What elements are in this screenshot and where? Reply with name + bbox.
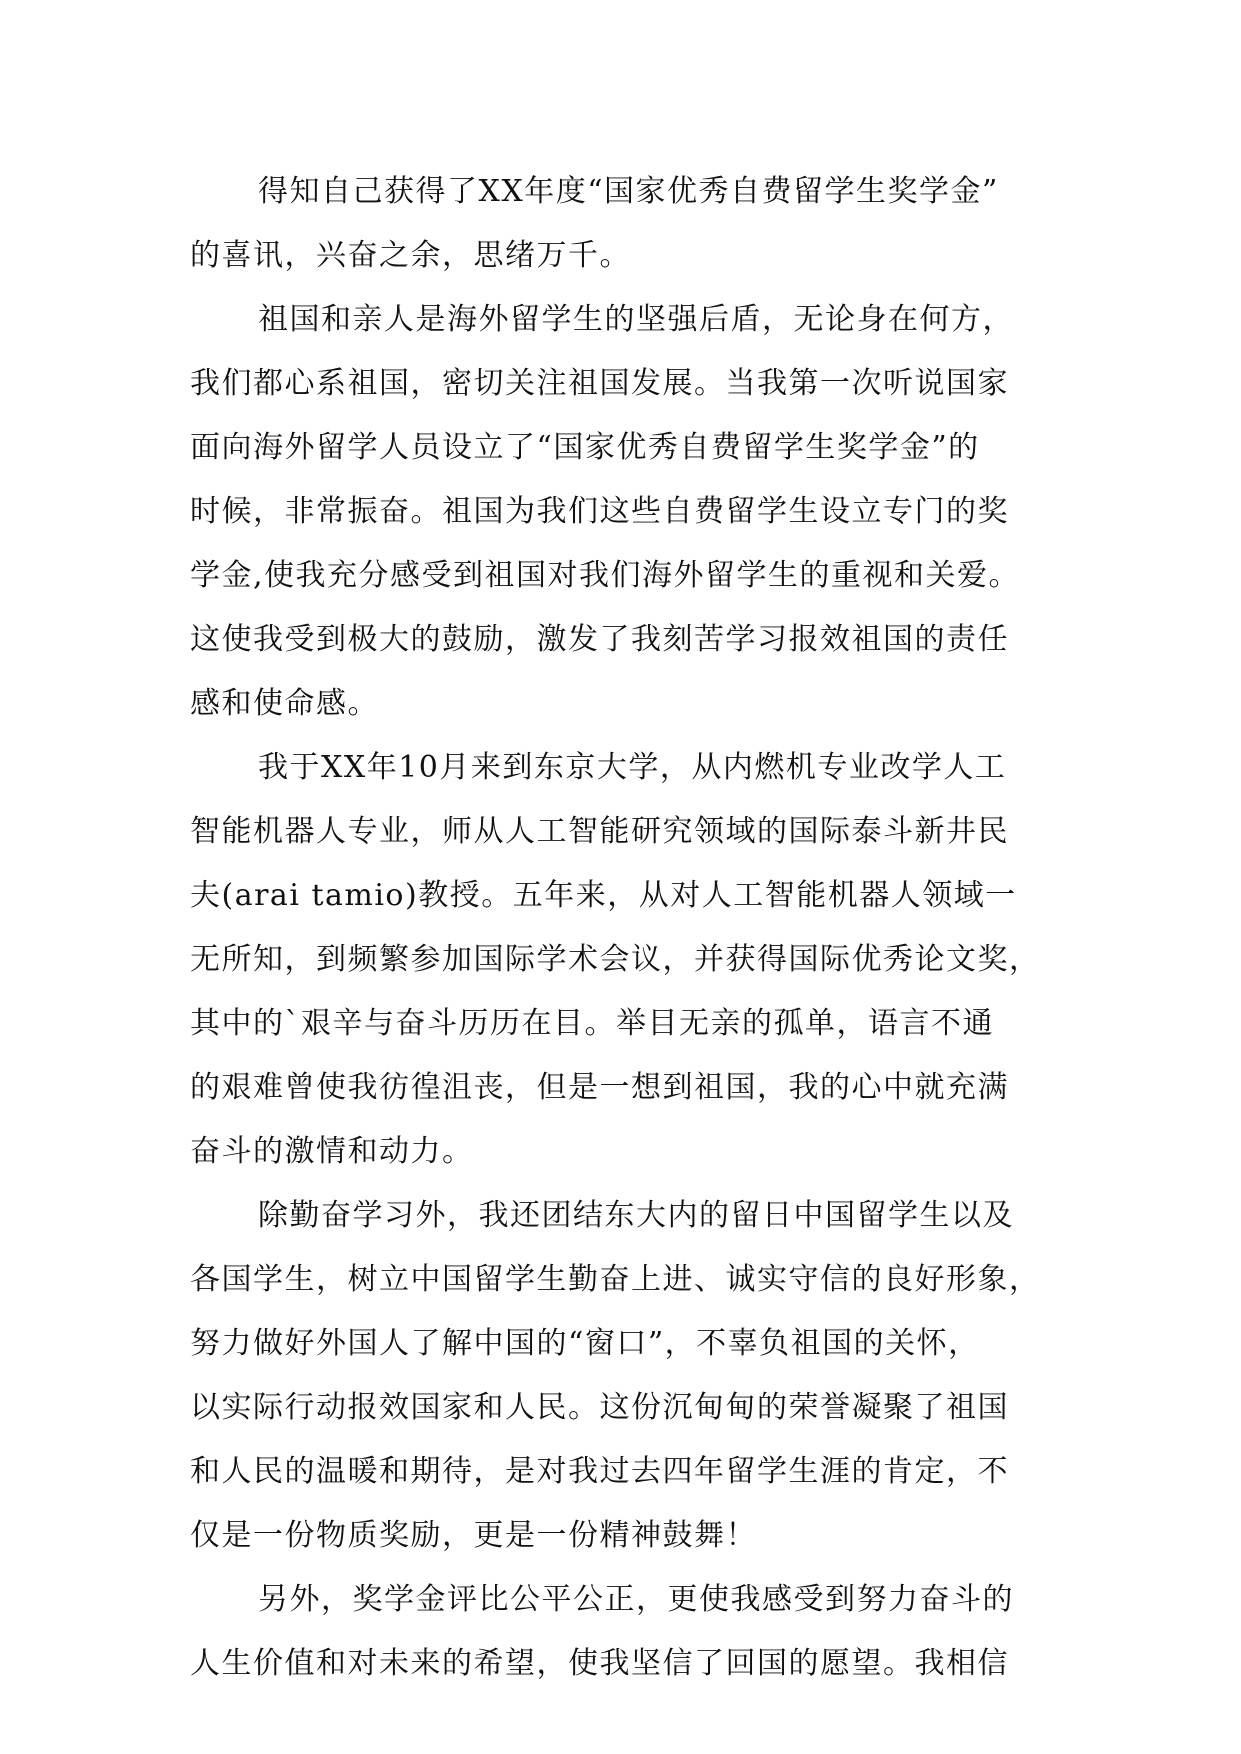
paragraph-4-line-6: 仅是一份物质奖励，更是一份精神鼓舞！: [190, 1518, 757, 1553]
paragraph-5-line-2: 人生价值和对未来的希望，使我坚信了回国的愿望。我相信: [190, 1646, 1009, 1681]
document-body: [190, 160, 1050, 1696]
paragraph-2-line-1: 祖国和亲人是海外留学生的坚强后盾，无论身在何方，: [258, 302, 1014, 337]
paragraph-2-line-4: 时候，非常振奋。祖国为我们这些自费留学生设立专门的奖: [190, 494, 1009, 529]
paragraph-4-line-5: 和人民的温暖和期待，是对我过去四年留学生涯的肯定，不: [190, 1454, 1009, 1489]
paragraph-4-line-2: 各国学生，树立中国留学生勤奋上进、诚实守信的良好形象，: [190, 1262, 1041, 1297]
paragraph-2-line-5: 学金,使我充分感受到祖国对我们海外留学生的重视和关爱。: [190, 558, 1021, 593]
paragraph-2-line-7: 感和使命感。: [190, 686, 379, 721]
paragraph-3-line-6: 的艰难曾使我彷徨沮丧，但是一想到祖国，我的心中就充满: [190, 1070, 1009, 1105]
paragraph-1-line-1: 得知自己获得了XX年度“国家优秀自费留学生奖学金”: [258, 174, 999, 209]
paragraph-5-line-1: 另外，奖学金评比公平公正，更使我感受到努力奋斗的: [258, 1582, 1014, 1617]
paragraph-4-line-3: 努力做好外国人了解中国的“窗口”，不辜负祖国的关怀，: [190, 1326, 980, 1361]
paragraph-1-line-2: 的喜讯，兴奋之余，思绪万千。: [190, 238, 631, 273]
paragraph-3-line-5: 其中的`艰辛与奋斗历历在目。举目无亲的孤单，语言不通: [190, 1006, 994, 1041]
paragraph-3-line-7: 奋斗的激情和动力。: [190, 1134, 474, 1169]
paragraph-4-line-4: 以实际行动报效国家和人民。这份沉甸甸的荣誉凝聚了祖国: [190, 1390, 1009, 1425]
paragraph-2-line-3: 面向海外留学人员设立了“国家优秀自费留学生奖学金”的: [190, 430, 980, 465]
paragraph-4-line-1: 除勤奋学习外，我还团结东大内的留日中国留学生以及: [258, 1198, 1014, 1233]
paragraph-3-line-4: 无所知，到频繁参加国际学术会议，并获得国际优秀论文奖，: [190, 942, 1041, 977]
paragraph-3-line-1: 我于XX年10月来到东京大学，从内燃机专业改学人工: [258, 750, 1007, 785]
paragraph-2-line-6: 这使我受到极大的鼓励，激发了我刻苦学习报效祖国的责任: [190, 622, 1009, 657]
paragraph-3-line-2: 智能机器人专业，师从人工智能研究领域的国际泰斗新井民: [190, 814, 1009, 849]
paragraph-3-line-3: 夫(arai tamio)教授。五年来，从对人工智能机器人领域一: [190, 878, 1017, 913]
paragraph-2-line-2: 我们都心系祖国，密切关注祖国发展。当我第一次听说国家: [190, 366, 1009, 401]
